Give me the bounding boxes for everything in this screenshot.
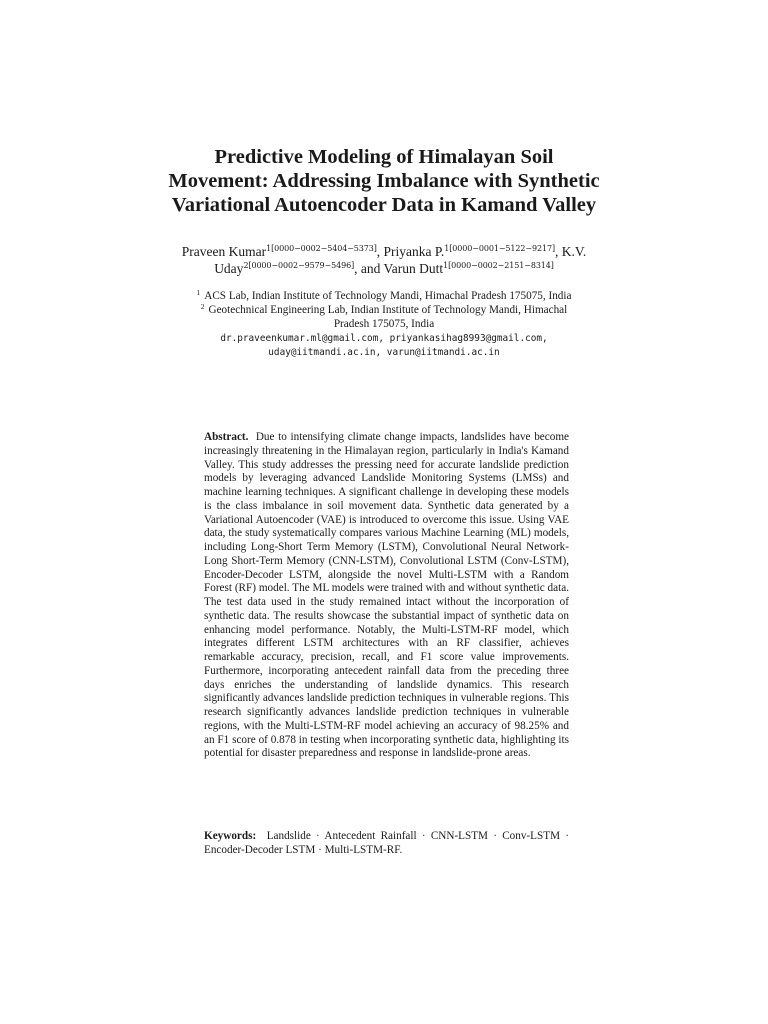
affiliation-2 <box>150 303 618 317</box>
affiliation-text: Geotechnical Engineering Lab, Indian Institute of Technology Mandi, Himachal <box>208 304 568 317</box>
author-list <box>120 243 648 277</box>
abstract <box>204 431 569 761</box>
author-orcid: 1[0000−0001−5122−9217] <box>444 244 555 253</box>
author-separator: , K.V. <box>554 244 587 259</box>
author-separator: , and Varun Dutt <box>354 261 444 276</box>
author-orcid: 2[0000−0002−9579−5496] <box>243 261 355 270</box>
author-orcid: 1[0000−0002−2151−8314] <box>443 261 554 270</box>
author-orcid: 1[0000−0002−5404−5373] <box>266 244 377 253</box>
email-list: dr.praveenkumar.ml@gmail.com, priyankasihag8993@gmail.com, <box>220 332 548 344</box>
abstract-text: Due to intensifying climate change impacts, landslides have become increasingly threatening in the Himalayan region, particularly in India's Kamand Valley. This study addresses the pressing need for accurate landslide prediction models by leveraging advanced Landslide Monitoring Systems (LMSs) and machine learning techniques. A significant challenge in developing these models is the class imbalance in soil movement data. Synthetic data generated by a Variational Autoencoder (VAE) is introduced to overcome this issue. Using VAE data, the study systematically compares various Machine Learning (ML) models, including Long-Short Term Memory (LSTM), Convolutional Neural Network-Long Short-Term Memory (CNN-LSTM), Convolutional LSTM (Conv-LSTM), Encoder-Decoder LSTM, alongside the novel Multi-LSTM with a Random Forest (RF) model. The ML models were trained with and without synthetic data. The test data used in the study remained intact without the incorporation of synthetic data. The results showcase the substantial impact of synthetic data on enhancing model performance. Notably, the Multi-LSTM-RF model, which integrates different LSTM architectures with an RF classifier, achieves remarkable accuracy, precision, recall, and F1 score value improvements. Furthermore, incorporating antecedent rainfall data from the preceding three days enriches the understanding of landslide dynamics. This research significantly advances landslide prediction techniques in vulnerable regions. This research significantly advances landslide prediction techniques in vulnerable regions, with the Multi-LSTM-RF model achieving an accuracy of 98.25% and an F1 score of 0.878 in testing when incorporating synthetic data, highlighting its potential for disaster preparedness and response in landslide-prone areas. <box>204 431 569 760</box>
author-name: Priyanka P. <box>383 244 445 259</box>
title-line: Variational Autoencoder Data in Kamand Valley <box>171 194 597 216</box>
affiliation-2-continued: Pradesh 175075, India <box>333 318 435 331</box>
author-name: Praveen Kumar <box>181 244 267 259</box>
paper-title <box>100 145 668 217</box>
author-name: Uday <box>214 261 244 276</box>
affiliations <box>150 289 618 360</box>
author-separator: , <box>376 244 384 259</box>
affiliation-1 <box>150 289 618 303</box>
affiliation-mark: 1 <box>196 288 201 297</box>
title-line: Predictive Modeling of Himalayan Soil <box>214 146 554 168</box>
title-line: Movement: Addressing Imbalance with Synthetic <box>168 170 600 192</box>
keywords-text: Landslide · Antecedent Rainfall · CNN-LSTM · Conv-LSTM · Encoder-Decoder LSTM · Multi-LSTM-RF. <box>204 830 569 856</box>
keywords-label: Keywords: <box>204 830 257 842</box>
affiliation-mark: 2 <box>200 302 205 312</box>
abstract-label: Abstract. <box>204 431 249 443</box>
author-line <box>120 260 648 277</box>
keywords <box>204 830 569 858</box>
author-line <box>120 243 648 260</box>
email-list: uday@iitmandi.ac.in, varun@iitmandi.ac.in <box>268 346 500 358</box>
affiliation-text: ACS Lab, Indian Institute of Technology Mandi, Himachal Pradesh 175075, India <box>204 290 572 302</box>
